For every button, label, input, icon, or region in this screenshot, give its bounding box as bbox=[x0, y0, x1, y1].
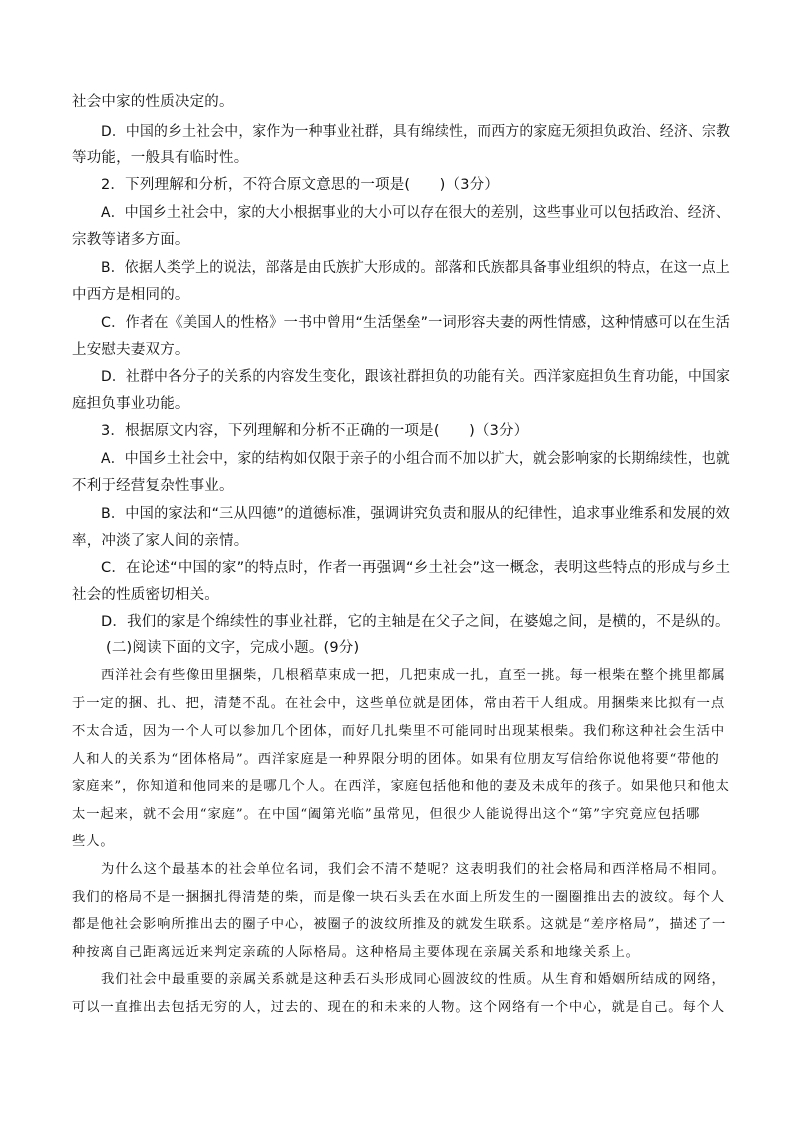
option-b-line: B．中国的家法和“三从四德”的道德标准，强调讲究负责和服从的纪律性，追求事业维系和发展的效 bbox=[101, 506, 730, 522]
passage-line: 些人。 bbox=[72, 834, 115, 849]
passage-line: 我们的格局不是一捆捆扎得清楚的柴，而是像一块石头丢在水面上所发生的一圈圈推出去的波纹。每个人 bbox=[72, 890, 726, 905]
passage-line: 西洋社会有些像田里捆柴，几根稻草束成一把，几把束成一扎，直至一挑。每一根柴在整个挑里都属 bbox=[101, 668, 726, 683]
question-3: 3．根据原文内容，下列理解和分析不正确的一项是( )（3分） bbox=[101, 423, 529, 439]
text-line: 中西方是相同的。 bbox=[72, 287, 190, 303]
text-line: 宗教等诸多方面。 bbox=[72, 232, 190, 248]
text-line: 庭担负事业功能。 bbox=[72, 396, 190, 412]
text-line: 社会的性质密切相关。 bbox=[72, 587, 219, 603]
option-c-line: C．在论述“中国的家”的特点时，作者一再强调“乡土社会”这一概念，表明这些特点的形成与乡土 bbox=[101, 560, 731, 576]
option-d-line: D．中国的乡土社会中，家作为一种事业社群，具有绵续性，而西方的家庭无须担负政治、经济、宗教 bbox=[101, 124, 731, 140]
passage-line: 都是他社会影响所推出去的圈子中心，被圈子的波纹所推及的就发生联系。这就是“差序格局”，描述了一 bbox=[72, 917, 727, 932]
text-line: 率，冲淡了家人间的亲情。 bbox=[72, 533, 249, 549]
passage-line: 可以一直推出去包括无穷的人，过去的、现在的和未来的人物。这个网络有一个中心，就是自己。每个人 bbox=[72, 1000, 726, 1015]
passage-line: 不太合适，因为一个人可以参加几个团体，而好几扎柴里不可能同时出现某根柴。我们称这种社会生活中 bbox=[72, 724, 726, 739]
passage-line: 家庭来”，你知道和他同来的是哪几个人。在西洋，家庭包括他和他的妻及未成年的孩子。如果他只和他太 bbox=[72, 779, 730, 794]
option-a-line: A．中国乡土社会中，家的结构如仅限于亲子的小组合而不加以扩大，就会影响家的长期绵续性，也就 bbox=[101, 451, 730, 467]
section-heading: (二)阅读下面的文字，完成小题。(9分) bbox=[106, 640, 360, 656]
text-line: 上安慰夫妻双方。 bbox=[72, 342, 190, 358]
option-a-line: A．中国乡土社会中，家的大小根据事业的大小可以存在很大的差别，这些事业可以包括政治、经济、 bbox=[101, 205, 730, 221]
option-d-line: D．社群中各分子的关系的内容发生变化，跟该社群担负的功能有关。西洋家庭担负生育功能，中国家 bbox=[101, 369, 731, 385]
passage-line: 人和人的关系为“团体格局”。西洋家庭是一种界限分明的团体。如果有位朋友写信给你说他将要“带他的 bbox=[72, 752, 720, 767]
passage-line: 为什么这个最基本的社会单位名词，我们会不清不楚呢？这表明我们的社会格局和西洋格局不相同。 bbox=[101, 862, 726, 877]
text-line: 社会中家的性质决定的。 bbox=[72, 94, 234, 110]
question-2: 2．下列理解和分析，不符合原文意思的一项是( )（3分） bbox=[101, 177, 500, 193]
passage-line: 种按离自己距离远近来判定亲疏的人际格局。这种格局主要体现在亲属关系和地缘关系上。 bbox=[72, 945, 640, 960]
option-d-line: D．我们的家是个绵续性的事业社群，它的主轴是在父子之间，在婆媳之间，是横的，不是纵的。 bbox=[101, 614, 730, 630]
passage-line: 于一定的捆、扎、把，清楚不乱。在社会中，这些单位就是团体，常由若干人组成。用捆柴来比拟有一点 bbox=[72, 696, 726, 711]
option-c-line: C．作者在《美国人的性格》一书中曾用“生活堡垒”一词形容夫妻的两性情感，这种情感可以在生活 bbox=[101, 315, 731, 331]
text-line: 不利于经营复杂性事业。 bbox=[72, 478, 234, 494]
passage-line: 太一起来，就不会用“家庭”。在中国“阖第光临”虽常见，但很少人能说得出这个“第”字究竟应包括哪 bbox=[72, 807, 701, 822]
passage-line: 我们社会中最重要的亲属关系就是这种丢石头形成同心圆波纹的性质。从生育和婚姻所结成的网络， bbox=[101, 972, 726, 987]
text-line: 等功能，一般具有临时性。 bbox=[72, 150, 249, 166]
option-b-line: B．依据人类学上的说法，部落是由氏族扩大形成的。部落和氏族都具备事业组织的特点，在这一点上 bbox=[101, 260, 730, 276]
